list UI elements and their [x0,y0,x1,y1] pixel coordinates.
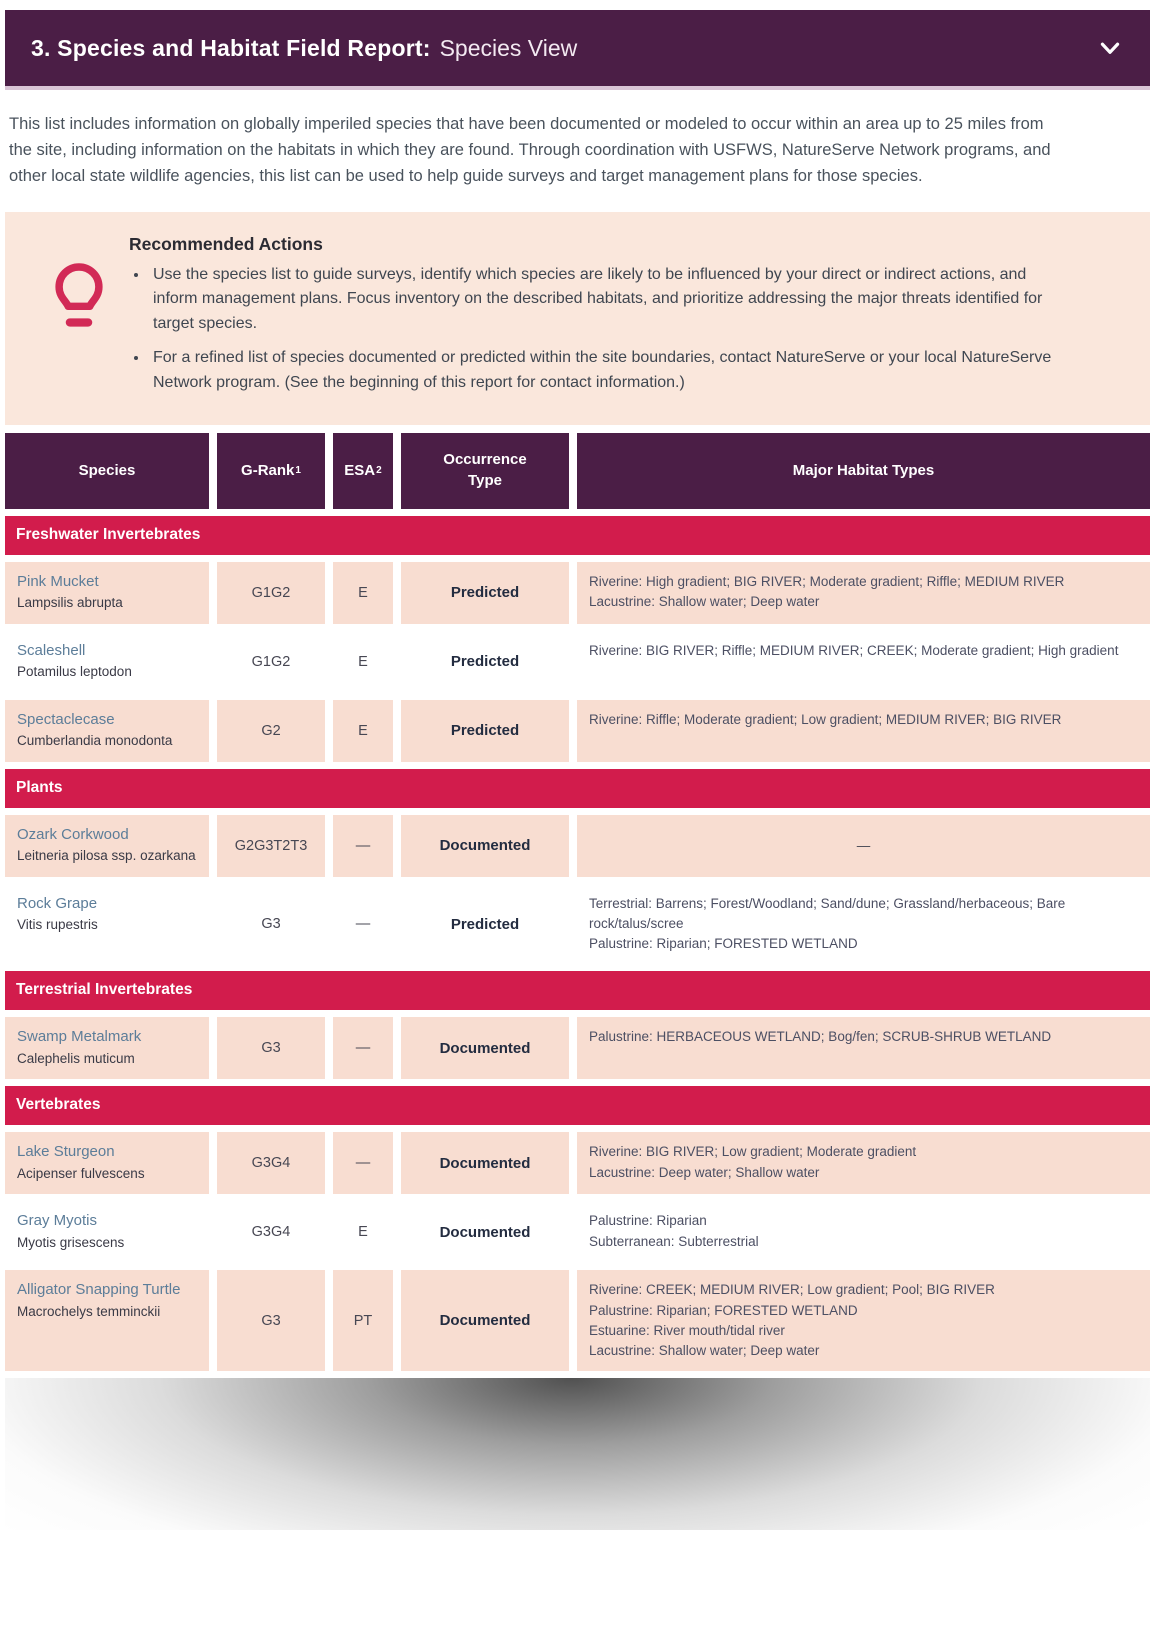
species-scientific-name: Leitneria pilosa ssp. ozarkana [17,848,196,864]
habitat-line: Riverine: Riffle; Moderate gradient; Low gradient; MEDIUM RIVER; BIG RIVER [589,711,1062,727]
recommended-action-item: • For a refined list of species documented or predicted within the site boundaries, contact NatureServe or your local NatureServe Network program. (See the beginning of this report for contact information.) [149,346,1069,396]
habitat-line: Palustrine: Riparian; FORESTED WETLAND [589,936,858,952]
species-common-name-link[interactable]: Alligator Snapping Turtle [17,1281,181,1299]
occurrence-type-cell: Predicted [401,700,569,762]
species-common-name-link[interactable]: Ozark Corkwood [17,825,129,843]
g-rank-cell: G3G4 [217,1132,325,1194]
esa-cell: E [333,1201,393,1263]
occurrence-type-cell: Predicted [401,631,569,693]
species-common-name-link[interactable]: Gray Myotis [17,1212,98,1230]
table-row [5,1132,1150,1194]
species-common-name-link[interactable]: Spectaclecase [17,710,115,728]
habitat-line: Lacustrine: Shallow water; Deep water [589,1343,820,1359]
habitat-cell [577,1270,1150,1371]
habitat-line: Riverine: BIG RIVER; Riffle; MEDIUM RIVER; CREEK; Moderate gradient; High gradient [589,642,1119,658]
habitat-line: Riverine: High gradient; BIG RIVER; Moderate gradient; Riffle; MEDIUM RIVER [589,573,1065,589]
column-header: ESA 2 [333,433,393,509]
species-table [5,433,1150,1372]
g-rank-cell: G2 [217,700,325,762]
species-cell [5,700,209,762]
esa-cell: — [333,1132,393,1194]
section-subtitle: Species View [439,34,578,61]
habitat-line: Riverine: CREEK; MEDIUM RIVER; Low gradient; Pool; BIG RIVER [589,1282,995,1298]
table-row [5,1201,1150,1263]
recommended-actions-title: Recommended Actions [129,233,323,254]
recommended-actions-list [127,263,1104,396]
table-row [5,562,1150,624]
habitat-cell [577,1201,1150,1263]
taxa-section-header: Vertebrates [5,1086,1150,1125]
g-rank-cell: G1G2 [217,631,325,693]
table-body [5,516,1150,1372]
column-header: Occurrence Type [401,433,569,509]
habitat-line: Terrestrial: Barrens; Forest/Woodland; Sand/dune; Grassland/herbaceous; Bare rock/talus/scree [589,895,1066,931]
esa-cell: — [333,815,393,877]
occurrence-type-cell: Documented [401,1017,569,1079]
table-row [5,700,1150,762]
recommended-actions-panel [5,212,1150,425]
column-header: Major Habitat Types [577,433,1150,509]
esa-cell: PT [333,1270,393,1371]
species-common-name-link[interactable]: Scaleshell [17,641,86,659]
species-common-name-link[interactable]: Pink Mucket [17,572,99,590]
occurrence-type-cell: Documented [401,815,569,877]
occurrence-type-cell: Documented [401,1270,569,1371]
species-scientific-name: Myotis grisescens [17,1234,125,1250]
species-scientific-name: Vitis rupestris [17,917,98,933]
habitat-line: Lacustrine: Deep water; Shallow water [589,1164,820,1180]
lightbulb-icon [31,228,127,405]
g-rank-cell: G3 [217,884,325,965]
species-scientific-name: Lampsilis abrupta [17,595,123,611]
occurrence-type-cell: Predicted [401,562,569,624]
table-row [5,884,1150,965]
g-rank-cell: G3 [217,1270,325,1371]
species-common-name-link[interactable]: Swamp Metalmark [17,1028,142,1046]
esa-cell: — [333,1017,393,1079]
column-header: G-Rank 1 [217,433,325,509]
taxa-section-header: Freshwater Invertebrates [5,516,1150,555]
species-cell [5,815,209,877]
habitat-line: Riverine: BIG RIVER; Low gradient; Moderate gradient [589,1144,917,1160]
esa-cell: E [333,562,393,624]
page-edge-shadow [5,1378,1150,1530]
taxa-section-header: Plants [5,769,1150,808]
species-cell [5,1017,209,1079]
habitat-line: Palustrine: HERBACEOUS WETLAND; Bog/fen; SCRUB-SHRUB WETLAND [589,1029,1052,1045]
chevron-down-icon[interactable] [1096,34,1124,62]
table-header-row [5,433,1150,509]
habitat-cell [577,700,1150,762]
species-cell [5,631,209,693]
column-header: Species [5,433,209,509]
occurrence-type-cell: Documented [401,1132,569,1194]
species-cell [5,1201,209,1263]
g-rank-cell: G3 [217,1017,325,1079]
species-cell [5,562,209,624]
habitat-line: Palustrine: Riparian; FORESTED WETLAND [589,1302,858,1318]
habitat-cell [577,815,1150,877]
table-row [5,631,1150,693]
species-scientific-name: Macrochelys temminckii [17,1303,161,1319]
occurrence-type-cell: Documented [401,1201,569,1263]
section-title: 3. Species and Habitat Field Report: [31,34,431,61]
species-cell [5,1270,209,1371]
species-common-name-link[interactable]: Lake Sturgeon [17,1143,115,1161]
section-title-bar[interactable] [5,10,1150,90]
species-cell [5,1132,209,1194]
table-row [5,1017,1150,1079]
habitat-cell [577,1017,1150,1079]
species-common-name-link[interactable]: Rock Grape [17,894,98,912]
habitat-line: Estuarine: River mouth/tidal river [589,1322,785,1338]
species-scientific-name: Acipenser fulvescens [17,1165,145,1181]
taxa-section-header: Terrestrial Invertebrates [5,971,1150,1010]
table-row [5,1270,1150,1371]
species-scientific-name: Potamilus leptodon [17,664,132,680]
habitat-line: Lacustrine: Shallow water; Deep water [589,593,820,609]
habitat-line: — [856,837,871,853]
habitat-line: Subterranean: Subterrestrial [589,1233,759,1249]
intro-paragraph: This list includes information on globally imperiled species that have been documented or modeled to occur within an area up to 25 miles from the site, including information on the habitats in which they are found. Through coordination with USFWS, NatureServe Network programs, and other local state wildlife agencies, this list can be used to help guide surveys and target management plans for those species. [9,115,1051,185]
table-row [5,815,1150,877]
g-rank-cell: G2G3T2T3 [217,815,325,877]
species-scientific-name: Cumberlandia monodonta [17,733,173,749]
habitat-line: Palustrine: Riparian [589,1213,707,1229]
esa-cell: E [333,631,393,693]
esa-cell: — [333,884,393,965]
species-scientific-name: Calephelis muticum [17,1050,135,1066]
habitat-cell [577,562,1150,624]
habitat-cell [577,1132,1150,1194]
habitat-cell [577,884,1150,965]
occurrence-type-cell: Predicted [401,884,569,965]
esa-cell: E [333,700,393,762]
recommended-action-item: • Use the species list to guide surveys, identify which species are likely to be influenced by your direct or indirect actions, and inform management plans. Focus inventory on the described habitats, and prioritize addressing the major threats identified for target species. [149,263,1069,337]
species-cell [5,884,209,965]
habitat-cell [577,631,1150,693]
g-rank-cell: G3G4 [217,1201,325,1263]
g-rank-cell: G1G2 [217,562,325,624]
